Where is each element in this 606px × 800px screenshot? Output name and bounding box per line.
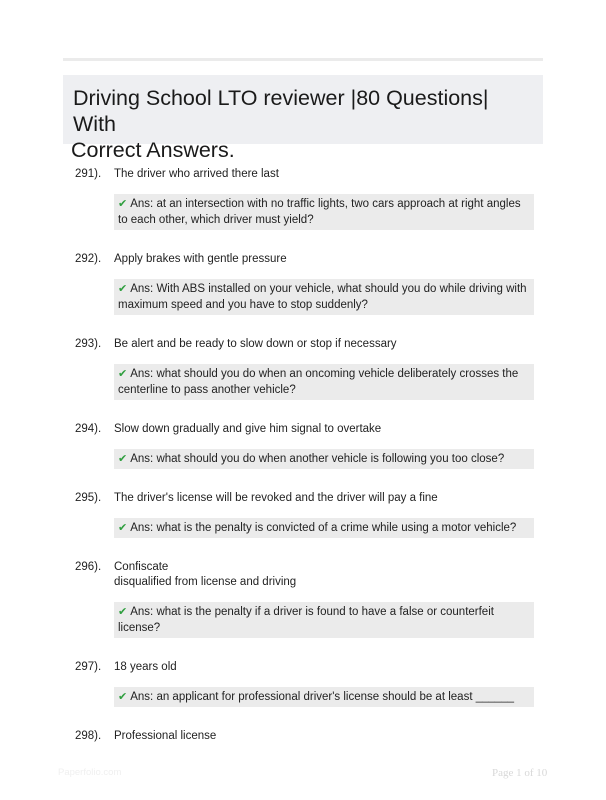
answer-box xyxy=(114,364,534,400)
answer-prefix: Ans: xyxy=(130,368,154,380)
question-item xyxy=(63,560,543,638)
answer-box xyxy=(114,518,534,538)
question-item xyxy=(63,491,543,538)
question-number: 294). xyxy=(75,423,102,435)
page-title xyxy=(71,85,535,163)
question-text: Confiscate xyxy=(114,561,169,573)
check-icon: ✔ xyxy=(118,453,128,465)
title-banner xyxy=(63,75,543,162)
answer-box xyxy=(114,194,534,230)
footer-watermark: Paperfolio.com xyxy=(58,767,122,778)
question-text: The driver's license will be revoked and the driver will pay a fine xyxy=(114,492,438,504)
check-icon: ✔ xyxy=(118,691,128,703)
question-item xyxy=(63,337,543,400)
check-icon: ✔ xyxy=(118,522,128,534)
question-number: 295). xyxy=(75,492,102,504)
answer-text: at an intersection with no traffic lights, two cars approach at right angles to each other, which driver must yield? xyxy=(118,198,521,226)
question-item xyxy=(63,729,543,744)
question-number: 298). xyxy=(75,730,102,742)
question-text: Be alert and be ready to slow down or stop if necessary xyxy=(114,338,397,350)
question-item xyxy=(63,167,543,230)
question-item xyxy=(63,252,543,315)
answer-prefix: Ans: xyxy=(130,606,154,618)
answer-text: what should you do when another vehicle is following you too close? xyxy=(156,453,505,465)
question-text: Slow down gradually and give him signal to overtake xyxy=(114,423,382,435)
question-number: 292). xyxy=(75,253,102,265)
top-divider xyxy=(63,58,543,61)
question-text: Apply brakes with gentle pressure xyxy=(114,253,287,265)
answer-text: an applicant for professional driver's license should be at least ______ xyxy=(156,691,515,703)
question-text: Professional license xyxy=(114,730,217,742)
question-text-line-2: disqualified from license and driving xyxy=(114,576,297,588)
answer-prefix: Ans: xyxy=(130,691,154,703)
page-indicator: Page 1 of 10 xyxy=(492,767,548,779)
answer-box xyxy=(114,279,534,315)
check-icon: ✔ xyxy=(118,283,128,295)
check-icon: ✔ xyxy=(118,368,128,380)
check-icon: ✔ xyxy=(118,198,128,210)
question-number: 291). xyxy=(75,168,102,180)
answer-box xyxy=(114,449,534,469)
answer-prefix: Ans: xyxy=(130,283,154,295)
check-icon: ✔ xyxy=(118,606,128,618)
answer-prefix: Ans: xyxy=(130,198,154,210)
title-line-1: Driving School LTO reviewer |80 Questions| With xyxy=(73,86,489,136)
answer-text: what should you do when an oncoming vehicle deliberately crosses the centerline to pass another vehicle? xyxy=(118,368,519,396)
question-item xyxy=(63,422,543,469)
question-number: 297). xyxy=(75,661,102,673)
question-number: 296). xyxy=(75,561,102,573)
answer-text: With ABS installed on your vehicle, what should you do while driving with maximum speed and you have to stop suddenly? xyxy=(118,283,527,311)
answer-text: what is the penalty if a driver is found to have a false or counterfeit license? xyxy=(118,606,494,634)
question-list xyxy=(63,167,543,744)
answer-box xyxy=(114,602,534,638)
answer-box xyxy=(114,687,534,707)
answer-text: what is the penalty is convicted of a crime while using a motor vehicle? xyxy=(156,522,517,534)
answer-prefix: Ans: xyxy=(130,453,154,465)
question-text: 18 years old xyxy=(114,661,177,673)
answer-prefix: Ans: xyxy=(130,522,154,534)
question-item xyxy=(63,660,543,707)
question-number: 293). xyxy=(75,338,102,350)
question-text: The driver who arrived there last xyxy=(114,168,279,180)
title-line-2: Correct Answers. xyxy=(71,138,235,162)
